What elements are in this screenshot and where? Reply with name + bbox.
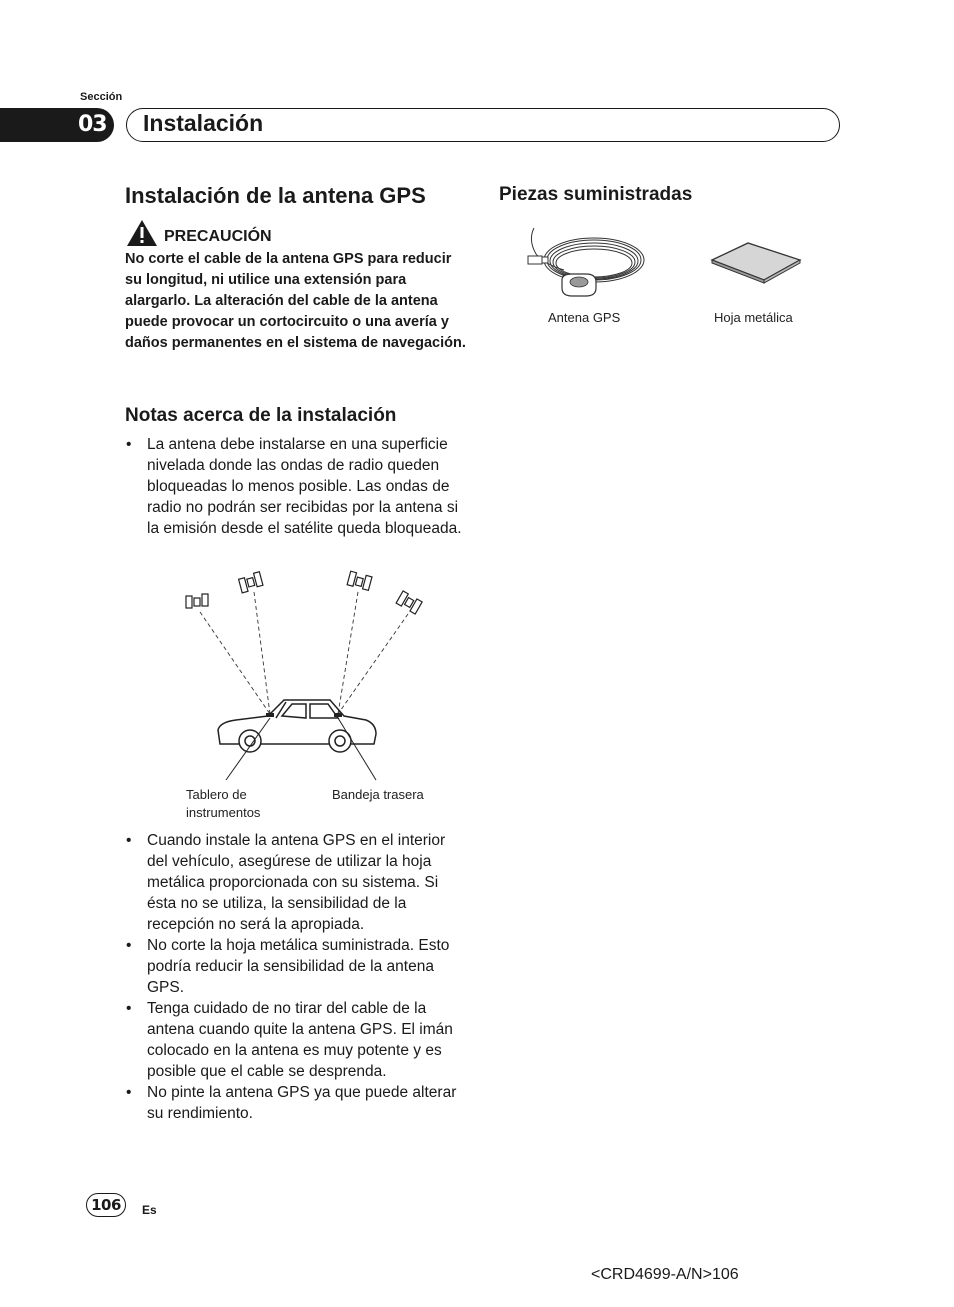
warning-icon bbox=[126, 219, 158, 247]
list-item: • No pinte la antena GPS ya que puede alterar su rendimiento. bbox=[126, 1084, 457, 1122]
supplied-parts-heading: Piezas suministradas bbox=[499, 184, 693, 205]
satellite-icon bbox=[186, 594, 208, 608]
satellite-icon bbox=[238, 572, 263, 593]
installation-notes-heading: Notas acerca de la instalación bbox=[125, 405, 397, 426]
language-code: Es bbox=[142, 1203, 157, 1217]
label-metal-sheet: Hoja metálica bbox=[714, 310, 793, 325]
satellite-icon bbox=[347, 571, 372, 590]
section-number-badge bbox=[0, 108, 114, 142]
label-gps-antenna: Antena GPS bbox=[548, 310, 621, 325]
list-item: • Cuando instale la antena GPS en el interior del vehículo, asegúrese de utilizar la hoja metálica proporcionada con su sistema. Si ésta no se utiliza, la sensibilidad de la recepción no será la apropiada. bbox=[126, 832, 446, 933]
section-label: Sección bbox=[80, 91, 123, 103]
metal-sheet-icon bbox=[708, 240, 804, 286]
list-item: • No corte la hoja metálica suministrada. Esto podría reducir la sensibilidad de la antena GPS. bbox=[126, 937, 450, 996]
gps-antenna-icon bbox=[524, 220, 648, 300]
car-gps-diagram bbox=[180, 568, 450, 783]
section-title: Instalación bbox=[143, 110, 264, 136]
list-item: • La antena debe instalarse en una superficie nivelada donde las ondas de radio queden bloqueadas lo menos posible. Las ondas de radio no podrán ser recibidas por la antena si la emisión desde el satélite queda bloqueada. bbox=[126, 436, 462, 537]
label-dashboard: Tablero de instrumentos bbox=[186, 787, 261, 820]
document-code: <CRD4699-A/N>106 bbox=[591, 1266, 739, 1283]
installation-tips-list bbox=[125, 830, 470, 1124]
caution-heading: PRECAUCIÓN bbox=[164, 228, 272, 245]
page-title: Instalación de la antena GPS bbox=[125, 183, 426, 208]
satellite-icon bbox=[396, 591, 422, 614]
page-number: 106 bbox=[86, 1193, 126, 1217]
label-rear-shelf: Bandeja trasera bbox=[332, 787, 424, 802]
caution-text: No corte el cable de la antena GPS para reducir su longitud, ni utilice una extensión para alargarlo. La alteración del cable de la antena puede provocar un cortocircuito o una avería y daños permanentes en el sistema de navegación. bbox=[125, 251, 466, 351]
section-number: 03 bbox=[78, 112, 107, 137]
installation-notes-list bbox=[125, 434, 470, 539]
list-item: • Tenga cuidado de no tirar del cable de la antena cuando quite la antena GPS. El imán colocado en la antena es muy potente y es posible que el cable se desprenda. bbox=[126, 1000, 453, 1080]
